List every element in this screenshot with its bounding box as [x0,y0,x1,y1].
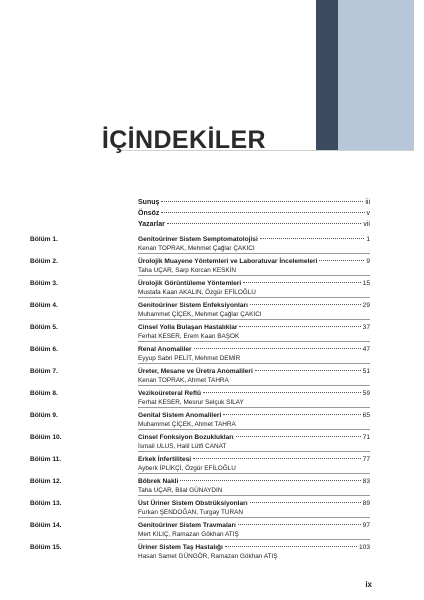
chapter-title: Böbrek Nakli [138,478,179,485]
chapter-number: Bölüm 9. [30,412,58,419]
chapter-authors: İsmail ULUS, Halil Lütfi CANAT [138,443,227,450]
chapter-authors: Taha UÇAR, Sarp Korcan KESKİN [138,267,237,274]
toc-entry[interactable] [0,235,424,257]
dot-leader [180,480,360,481]
dot-leader [319,260,364,261]
dot-leader [250,304,361,305]
chapter-authors: Muhammet ÇİÇEK, Ahmet TAHRA [138,421,236,428]
chapter-page: 97 [362,522,370,529]
toc-prelim-sunus[interactable] [138,198,370,207]
chapter-authors: Mustafa Kaan AKALIN, Özgür EFİLOĞLU [138,289,256,296]
chapter-authors: Kenan TOPRAK, Mehmet Çağlar ÇAKICI [138,245,255,252]
chapter-page: 71 [362,434,370,441]
dot-leader [225,546,357,547]
chapter-page: 77 [362,456,370,463]
toc-entry[interactable] [0,411,424,433]
chapter-title: Genitoüriner Sistem Enfeksiyonları [138,302,248,309]
dot-leader [255,370,361,371]
prelim-label: Yazarlar [138,221,165,228]
chapter-page: 83 [362,478,370,485]
toc-entry[interactable] [0,521,424,543]
dot-leader [243,282,360,283]
prelim-label: Önsöz [138,210,160,217]
toc-entry[interactable] [0,477,424,499]
dot-leader [260,238,365,239]
chapter-number: Bölüm 11. [30,456,62,463]
page-number: ix [365,580,372,589]
chapter-number: Bölüm 10. [30,434,62,441]
chapter-page: 65 [362,412,370,419]
chapter-page: 9 [366,258,370,265]
chapter-page: 47 [362,346,370,353]
chapter-authors: Eyyup Sabri PELİT, Mehmet DEMİR [138,355,241,362]
dot-leader [238,524,361,525]
entry-divider [138,363,370,364]
chapter-page: 37 [362,324,370,331]
chapter-authors: Taha UÇAR, Bilal GÜNAYDIN [138,487,223,494]
toc-entry[interactable] [0,455,424,477]
entry-divider [138,253,370,254]
dot-leader [236,436,361,437]
chapter-title: Vezikoüreteral Reflü [138,390,202,397]
toc-entry[interactable] [0,301,424,323]
chapter-number: Bölüm 1. [30,236,58,243]
chapter-number: Bölüm 13. [30,500,62,507]
chapter-authors: Mert KILIÇ, Ramazan Gökhan ATIŞ [138,531,239,538]
chapter-authors: Ayberk İPLİKÇİ, Özgür EFİLOĞLU [138,465,236,472]
chapter-page: 1 [366,236,370,243]
chapter-authors: Muhammet ÇİÇEK, Mehmet Çağlar ÇAKICI [138,311,262,318]
entry-divider [138,429,370,430]
page-title: İÇİNDEKİLER [101,126,266,154]
entry-divider [138,451,370,452]
toc-prelim-onsoz[interactable] [138,209,370,218]
toc-entry[interactable] [0,279,424,301]
chapter-authors: Kenan TOPRAK, Ahmet TAHRA [138,377,229,384]
entry-divider [138,517,370,518]
chapter-number: Bölüm 7. [30,368,58,375]
entry-divider [138,407,370,408]
chapter-number: Bölüm 8. [30,390,58,397]
chapter-page: 103 [358,544,370,551]
toc-entry[interactable] [0,367,424,389]
chapter-title: Ürolojik Muayene Yöntemleri ve Laboratuvar İncelemeleri [138,258,318,265]
prelim-label: Sunuş [138,199,160,206]
chapter-title: Renal Anomaliler [138,346,192,353]
chapter-title: Genitoüriner Sistem Semptomatolojisi [138,236,258,243]
chapter-number: Bölüm 15. [30,544,62,551]
chapter-page: 29 [362,302,370,309]
dot-leader [223,414,360,415]
entry-divider [138,319,370,320]
chapter-page: 89 [362,500,370,507]
dot-leader [193,458,361,459]
prelim-page: v [366,210,370,217]
chapter-title: Üreter, Mesane ve Üretra Anomalileri [138,368,253,375]
dot-leader [161,201,363,202]
dot-leader [239,326,360,327]
chapter-number: Bölüm 2. [30,258,58,265]
toc-entry[interactable] [0,257,424,279]
chapter-number: Bölüm 14. [30,522,62,529]
chapter-title: Cinsel Fonksiyon Bozuklukları [138,434,234,441]
chapter-number: Bölüm 5. [30,324,58,331]
prelim-page: vii [363,221,370,228]
entry-divider [138,495,370,496]
toc-prelim-yazarlar[interactable] [138,220,370,229]
chapter-authors: Furkan ŞENDOĞAN, Turgay TURAN [138,509,243,516]
chapter-title: Cinsel Yolla Bulaşan Hastalıklar [138,324,238,331]
toc-entry[interactable] [0,499,424,521]
entry-divider [138,539,370,540]
dot-leader [194,348,361,349]
dot-leader [167,223,362,224]
chapter-authors: Hasan Samet GÜNGÖR, Ramazan Gökhan ATIŞ [138,553,278,560]
prelim-page: iii [365,199,370,206]
entry-divider [138,297,370,298]
toc-entry[interactable] [0,345,424,367]
toc-entry[interactable] [0,323,424,345]
entry-divider [138,341,370,342]
chapter-page: 15 [362,280,370,287]
dot-leader [161,212,364,213]
entry-divider [138,473,370,474]
entry-divider [138,385,370,386]
chapter-title: Genitoüriner Sistem Travmaları [138,522,236,529]
chapter-number: Bölüm 6. [30,346,58,353]
chapter-number: Bölüm 4. [30,302,58,309]
chapter-title: Üriner Sistem Taş Hastalığı [138,544,223,551]
chapter-title: Erkek İnfertilitesi [138,456,192,463]
chapter-title: Genital Sistem Anomalileri [138,412,222,419]
chapter-title: Üst Üriner Sistem Obstrüksiyonları [138,500,248,507]
chapter-authors: Ferhat KESER, Mesrur Selçuk SILAY [138,399,244,406]
chapter-authors: Ferhat KESER, Erem Kaan BAŞOK [138,333,240,340]
toc-entry[interactable] [0,543,424,565]
chapter-number: Bölüm 3. [30,280,58,287]
chapter-number: Bölüm 12. [30,478,62,485]
dot-leader [203,392,361,393]
chapter-title: Ürolojik Görüntüleme Yöntemleri [138,280,242,287]
toc-entry[interactable] [0,433,424,455]
entry-divider [138,275,370,276]
chapter-page: 51 [362,368,370,375]
dot-leader [250,502,361,503]
toc-entry[interactable] [0,389,424,411]
chapter-page: 59 [362,390,370,397]
